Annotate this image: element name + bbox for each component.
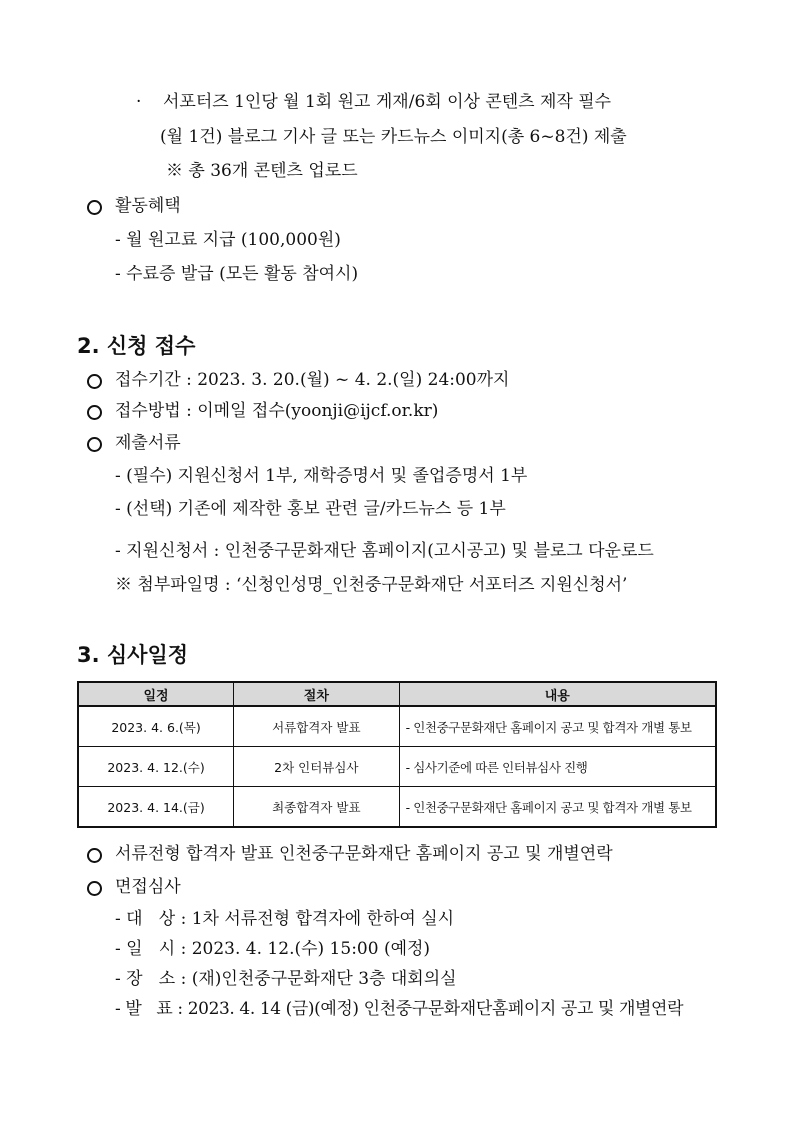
application-period: 접수기간 : 2023. 3. 20.(월) ~ 4. 2.(일) 24:00까지 xyxy=(115,370,510,390)
attachment-filename-note: ※ 첨부파일명 : ‘신청인성명_인천중구문화재단 서포터즈 지원신청서’ xyxy=(115,575,628,595)
application-method: 접수방법 : 이메일 접수(yoonji@ijcf.or.kr) xyxy=(115,401,439,421)
table-row xyxy=(78,706,716,747)
table-header-row xyxy=(78,682,716,706)
cell-procedure: 2차 인터뷰심사 xyxy=(234,747,399,787)
circle-bullet-icon xyxy=(87,405,102,420)
cell-date: 2023. 4. 6.(목) xyxy=(78,706,234,747)
circle-bullet-icon xyxy=(87,374,102,389)
circle-bullet-icon xyxy=(87,881,102,896)
benefit-item: - 월 원고료 지급 (100,000원) xyxy=(115,230,341,250)
bullet-dot: · xyxy=(136,92,142,112)
table-row xyxy=(78,747,716,787)
cell-procedure: 최종합격자 발표 xyxy=(234,787,399,828)
interview-datetime: - 일 시 : 2023. 4. 12.(수) 15:00 (예정) xyxy=(115,939,431,959)
table-row xyxy=(78,787,716,828)
cell-date: 2023. 4. 12.(수) xyxy=(78,747,234,787)
interview-location: - 장 소 : (재)인천중구문화재단 3층 대회의실 xyxy=(115,969,457,989)
header-procedure: 절차 xyxy=(234,682,399,706)
interview-announcement: - 발 표 : 2023. 4. 14 (금)(예정) 인천중구문화재단홈페이지 공고 및 개별연락 xyxy=(115,999,684,1019)
header-date: 일정 xyxy=(78,682,234,706)
section-heading-application: 2. 신청 접수 xyxy=(77,334,196,358)
interview-target: - 대 상 : 1차 서류전형 합격자에 한하여 실시 xyxy=(115,909,455,929)
application-form-info: - 지원신청서 : 인천중구문화재단 홈페이지(고시공고) 및 블로그 다운로드 xyxy=(115,541,654,561)
cell-content: - 인천중구문화재단 홈페이지 공고 및 합격자 개별 통보 xyxy=(399,706,716,747)
benefit-item: - 수료증 발급 (모든 활동 참여시) xyxy=(115,264,359,284)
interview-title: 면접심사 xyxy=(115,877,181,897)
document-pass-announcement: 서류전형 합격자 발표 인천중구문화재단 홈페이지 공고 및 개별연락 xyxy=(115,844,613,864)
content-upload-note: ※ 총 36개 콘텐츠 업로드 xyxy=(166,161,358,181)
document-item: - (선택) 기존에 제작한 홍보 관련 글/카드뉴스 등 1부 xyxy=(115,499,506,519)
document-item: - (필수) 지원신청서 1부, 재학증명서 및 졸업증명서 1부 xyxy=(115,466,528,486)
cell-content: - 인천중구문화재단 홈페이지 공고 및 합격자 개별 통보 xyxy=(399,787,716,828)
submission-detail: (월 1건) 블로그 기사 글 또는 카드뉴스 이미지(총 6~8건) 제출 xyxy=(160,127,627,147)
cell-content: - 심사기준에 따른 인터뷰심사 진행 xyxy=(399,747,716,787)
schedule-table xyxy=(77,681,717,828)
circle-bullet-icon xyxy=(87,200,102,215)
header-content: 내용 xyxy=(399,682,716,706)
section-heading-schedule: 3. 심사일정 xyxy=(77,643,189,667)
documents-title: 제출서류 xyxy=(115,433,181,453)
circle-bullet-icon xyxy=(87,437,102,452)
cell-procedure: 서류합격자 발표 xyxy=(234,706,399,747)
circle-bullet-icon xyxy=(87,848,102,863)
supporter-requirement: 서포터즈 1인당 월 1회 원고 게재/6회 이상 콘텐츠 제작 필수 xyxy=(163,92,612,112)
cell-date: 2023. 4. 14.(금) xyxy=(78,787,234,828)
benefits-title: 활동혜택 xyxy=(115,196,181,216)
